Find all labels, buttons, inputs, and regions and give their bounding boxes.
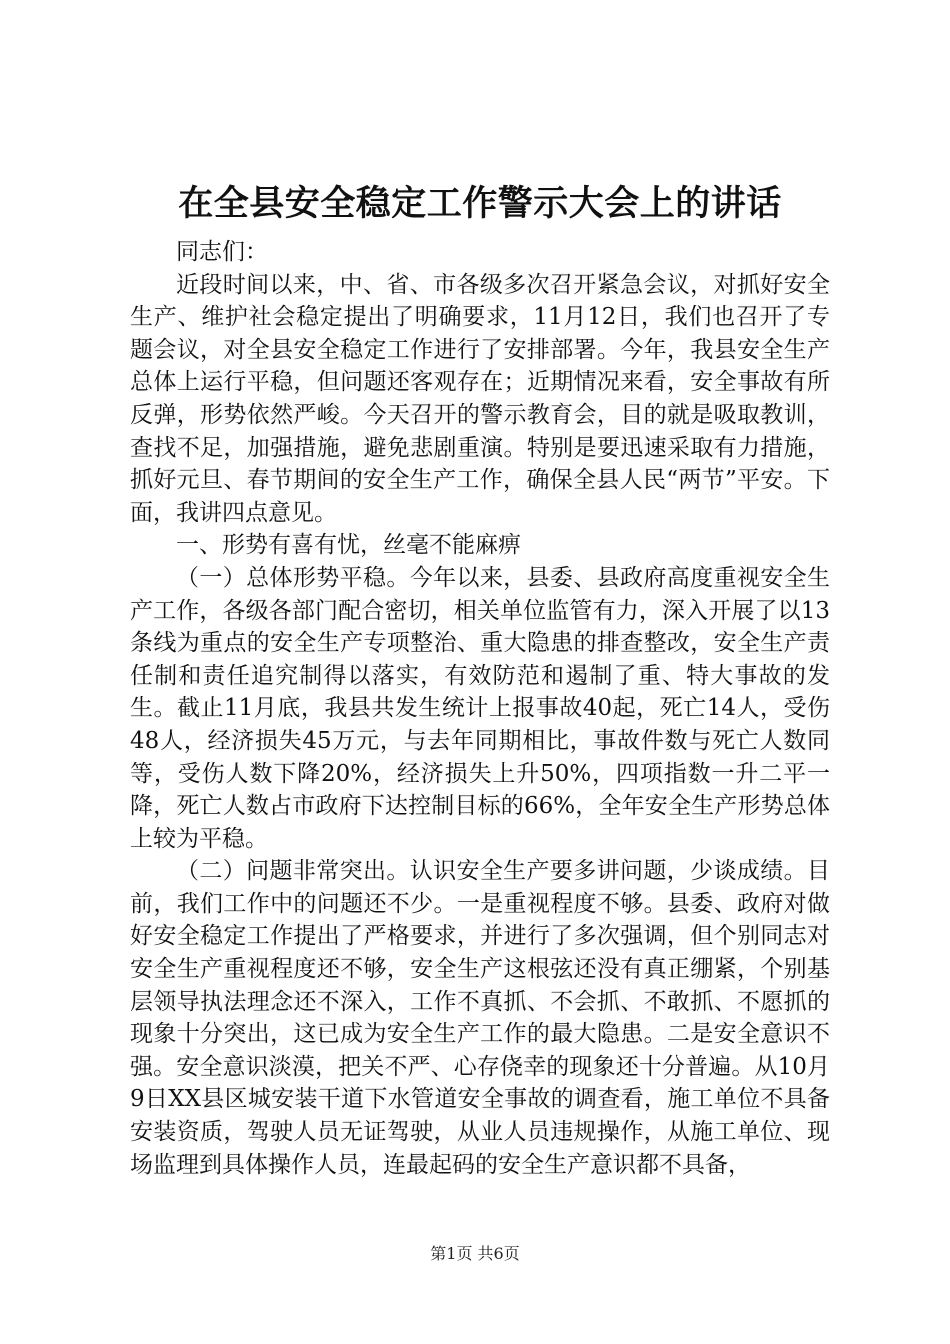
paragraph-intro: 近段时间以来，中、省、市各级多次召开紧急会议，对抓好安全生产、维护社会稳定提出了明确要求，11月12日，我们也召开了专题会议，对全县安全稳定工作进行了安排部署。今年，我县安全生产总体上运行平稳，但问题还客观存在；近期情况来看，安全事故有所反弹，形势依然严峻。今天召开的警示教育会，目的就是吸取教训，查找不足，加强措施，避免悲剧重演。特别是要迅速采取有力措施，抓好元旦、春节期间的安全生产工作，确保全县人民“两节”平安。下面，我讲四点意见。 bbox=[130, 271, 830, 526]
document-page bbox=[130, 180, 830, 1181]
salutation: 同志们： bbox=[176, 239, 268, 265]
section-heading-1: 一、形势有喜有忧，丝毫不能麻痹 bbox=[176, 532, 521, 559]
paragraph-problems: （二）问题非常突出。认识安全生产要多讲问题，少谈成绩。目前，我们工作中的问题还不少。一是重视程度不够。县委、政府对做好安全稳定工作提出了严格要求，并进行了多次强调，但个别同志对安全生产重视程度还不够，安全生产这根弦还没有真正绷紧，个别基层领导执法理念还不深入，工作不真抓、不会抓、不敢抓、不愿抓的现象十分突出，这已成为安全生产工作的最大隐患。二是安全意识不强。安全意识淡漠，把关不严、心存侥幸的现象还十分普遍。从10月9日XX县区城安装干道下水管道安全事故的调查看，施工单位不具备安装资质，驾驶人员无证驾驶，从业人员违规操作，从施工单位、现场监理到具体操作人员，连最起码的安全生产意识都不具备， bbox=[130, 858, 830, 1178]
paragraph-overall-situation: （一）总体形势平稳。今年以来，县委、县政府高度重视安全生产工作，各级各部门配合密切，相关单位监管有力，深入开展了以13条线为重点的安全生产专项整治、重大隐患的排查整改，安全生产责任制和责任追究制得以落实，有效防范和遏制了重、特大事故的发生。截止11月底，我县共发生统计上报事故40起，死亡14人，受伤48人，经济损失45万元，与去年同期相比，事故件数与死亡人数同等，受伤人数下降20%，经济损失上升50%，四项指数一升二平一降，死亡人数占市政府下达控制目标的66%，全年安全生产形势总体上较为平稳。 bbox=[130, 564, 830, 852]
document-title: 在全县安全稳定工作警示大会上的讲话 bbox=[178, 183, 782, 224]
page-footer: 第1页 共6页 bbox=[430, 1244, 520, 1263]
